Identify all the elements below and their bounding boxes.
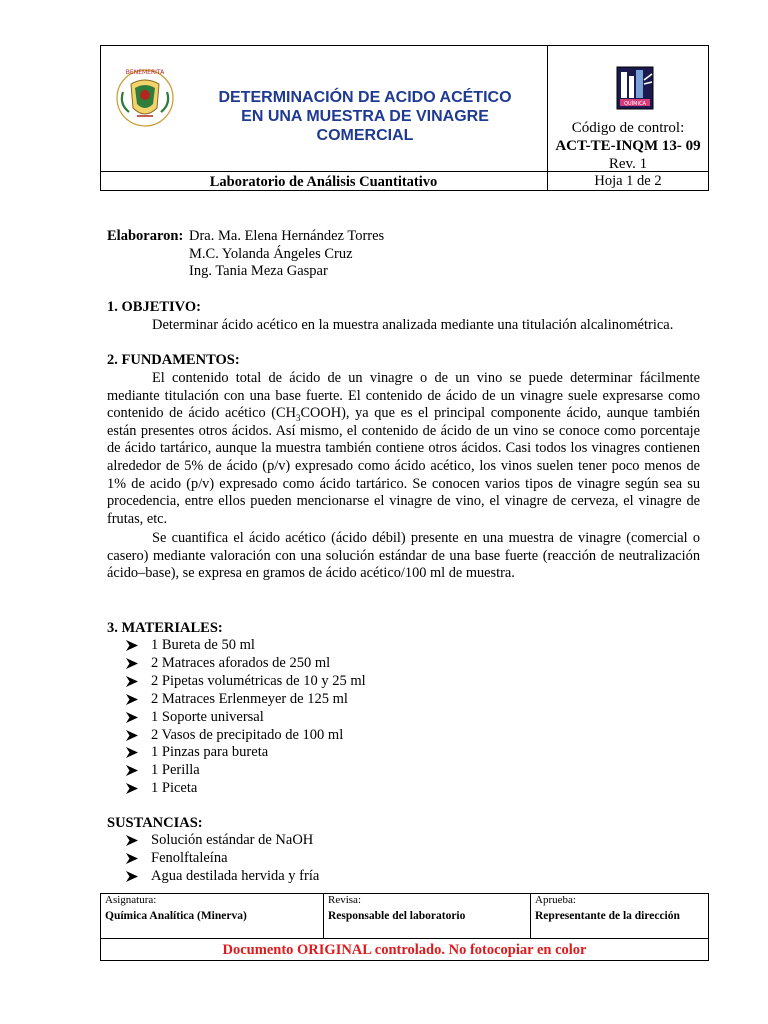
section-heading-materiales: 3. MATERIALES: <box>107 620 223 636</box>
section-heading-sustancias: SUSTANCIAS: <box>107 815 203 831</box>
fundamentos-paragraph-1 <box>107 370 700 528</box>
substance-item: Fenolftaleína <box>151 849 228 866</box>
arrow-bullet-icon <box>125 746 139 759</box>
aprueba-value: Representante de la dirección <box>535 910 680 922</box>
revisa-value: Responsable del laboratorio <box>328 910 466 922</box>
revision: Rev. 1 <box>608 156 648 172</box>
aprueba-label: Aprueba: <box>535 894 576 906</box>
material-item: 1 Piceta <box>151 780 198 797</box>
revisa-label: Revisa: <box>328 894 361 906</box>
faculty-logo-icon <box>616 66 654 110</box>
list-item <box>123 727 683 745</box>
list-item <box>123 655 683 673</box>
substance-item: Solución estándar de NaOH <box>151 832 314 848</box>
objetivo-text: Determinar ácido acético en la muestra analizada mediante una titulación alcalinométrica. <box>152 317 674 333</box>
title-line: EN UNA MUESTRA DE VINAGRE <box>241 108 489 125</box>
university-crest-icon <box>115 64 175 132</box>
material-item: 2 Matraces Erlenmeyer de 125 ml <box>151 690 348 707</box>
author-name: Ing. Tania Meza Gaspar <box>189 263 328 280</box>
material-item: 1 Perilla <box>151 762 200 779</box>
author-name: Dra. Ma. Elena Hernández Torres <box>189 228 385 244</box>
list-item <box>123 868 683 886</box>
list-item <box>123 637 683 655</box>
control-info <box>548 119 708 173</box>
list-item <box>123 691 683 709</box>
list-item <box>123 780 683 798</box>
svg-text:QUÍMICA: QUÍMICA <box>624 101 646 107</box>
control-label: Código de control: <box>571 120 685 136</box>
material-item: 2 Pipetas volumétricas de 10 y 25 ml <box>151 672 366 689</box>
arrow-bullet-icon <box>125 834 139 847</box>
arrow-bullet-icon <box>125 764 139 777</box>
fundamentos-paragraph-2: Se cuantifica el ácido acético (ácido débil) presente en una muestra de vinagre (comercial o casero) mediante valoración con una solución estándar de una base fuerte (reacción de neutralización ácido–base), se expresa en gramos de ácido acético/100 ml de muestra. <box>107 530 700 582</box>
arrow-bullet-icon <box>125 711 139 724</box>
arrow-bullet-icon <box>125 870 139 883</box>
document-title <box>185 88 545 145</box>
list-item <box>123 832 683 850</box>
arrow-bullet-icon <box>125 729 139 742</box>
authors-list <box>189 228 384 281</box>
arrow-bullet-icon <box>125 852 139 865</box>
controlled-document-notice: Documento ORIGINAL controlado. No fotocopiar en color <box>222 942 587 958</box>
material-item: 1 Soporte universal <box>151 708 264 725</box>
footer-col-divider <box>323 893 324 938</box>
asignatura-value: Química Analítica (Minerva) <box>105 910 247 922</box>
lab-name: Laboratorio de Análisis Cuantitativo <box>209 174 438 190</box>
list-item <box>123 673 683 691</box>
control-code: ACT-TE-INQM 13- 09 <box>555 138 701 154</box>
authors-label: Elaboraron: <box>107 228 184 244</box>
list-item <box>123 709 683 727</box>
footer-col-divider <box>530 893 531 938</box>
asignatura-label: Asignatura: <box>105 894 157 906</box>
substances-list <box>123 832 683 886</box>
material-item: 2 Matraces aforados de 250 ml <box>151 654 331 671</box>
subscript: 3 <box>295 413 301 424</box>
substance-item: Agua destilada hervida y fría <box>151 867 320 884</box>
material-item: 2 Vasos de precipitado de 100 ml <box>151 726 344 743</box>
page-info: Hoja 1 de 2 <box>594 173 662 189</box>
fundamentos-p1-part: El contenido total de ácido de un vinagre o de un vino se puede determinar fácilmente mediante titulación con una base fuerte. El contenido de ácido de un vinagre suele expresarse como contenido de ácido acético (CH <box>107 370 700 422</box>
fundamentos-p1-part: COOH), ya que es el principal componente ácido, aunque también están presentes otros ácidos. Así mismo, el contenido de ácido de un vino se conoce como porcentaje de ácido tartárico, aunque la muestra también contiene otros ácidos. Casi todos los vinagres contienen alrededor de 5% de ácido (p/v) expresado como ácido acético, los vinos suelen tener poco menos de 1% de acido (p/v) expresado como ácido tartárico. Se conocen varios tipos de vinagre según sea su procedencia, entre ellos pueden mencionarse el vinagre de vino, el vinagre de cerveza, el vinagre de frutas, etc. <box>107 405 700 527</box>
list-item <box>123 762 683 780</box>
section-heading-objetivo: 1. OBJETIVO: <box>107 299 201 315</box>
material-item: 1 Bureta de 50 ml <box>151 637 255 653</box>
author-name: M.C. Yolanda Ángeles Cruz <box>189 245 353 262</box>
svg-text:BENEMERITA: BENEMERITA <box>125 69 165 76</box>
arrow-bullet-icon <box>125 657 139 670</box>
list-item <box>123 744 683 762</box>
arrow-bullet-icon <box>125 693 139 706</box>
materials-list <box>123 637 683 798</box>
arrow-bullet-icon <box>125 675 139 688</box>
arrow-bullet-icon <box>125 639 139 652</box>
title-line: DETERMINACIÓN DE ACIDO ACÉTICO <box>218 89 512 106</box>
material-item: 1 Pinzas para bureta <box>151 744 269 761</box>
list-item <box>123 850 683 868</box>
title-line: COMERCIAL <box>316 127 414 144</box>
section-heading-fundamentos: 2. FUNDAMENTOS: <box>107 352 240 368</box>
footer-row-divider <box>100 938 709 939</box>
arrow-bullet-icon <box>125 782 139 795</box>
